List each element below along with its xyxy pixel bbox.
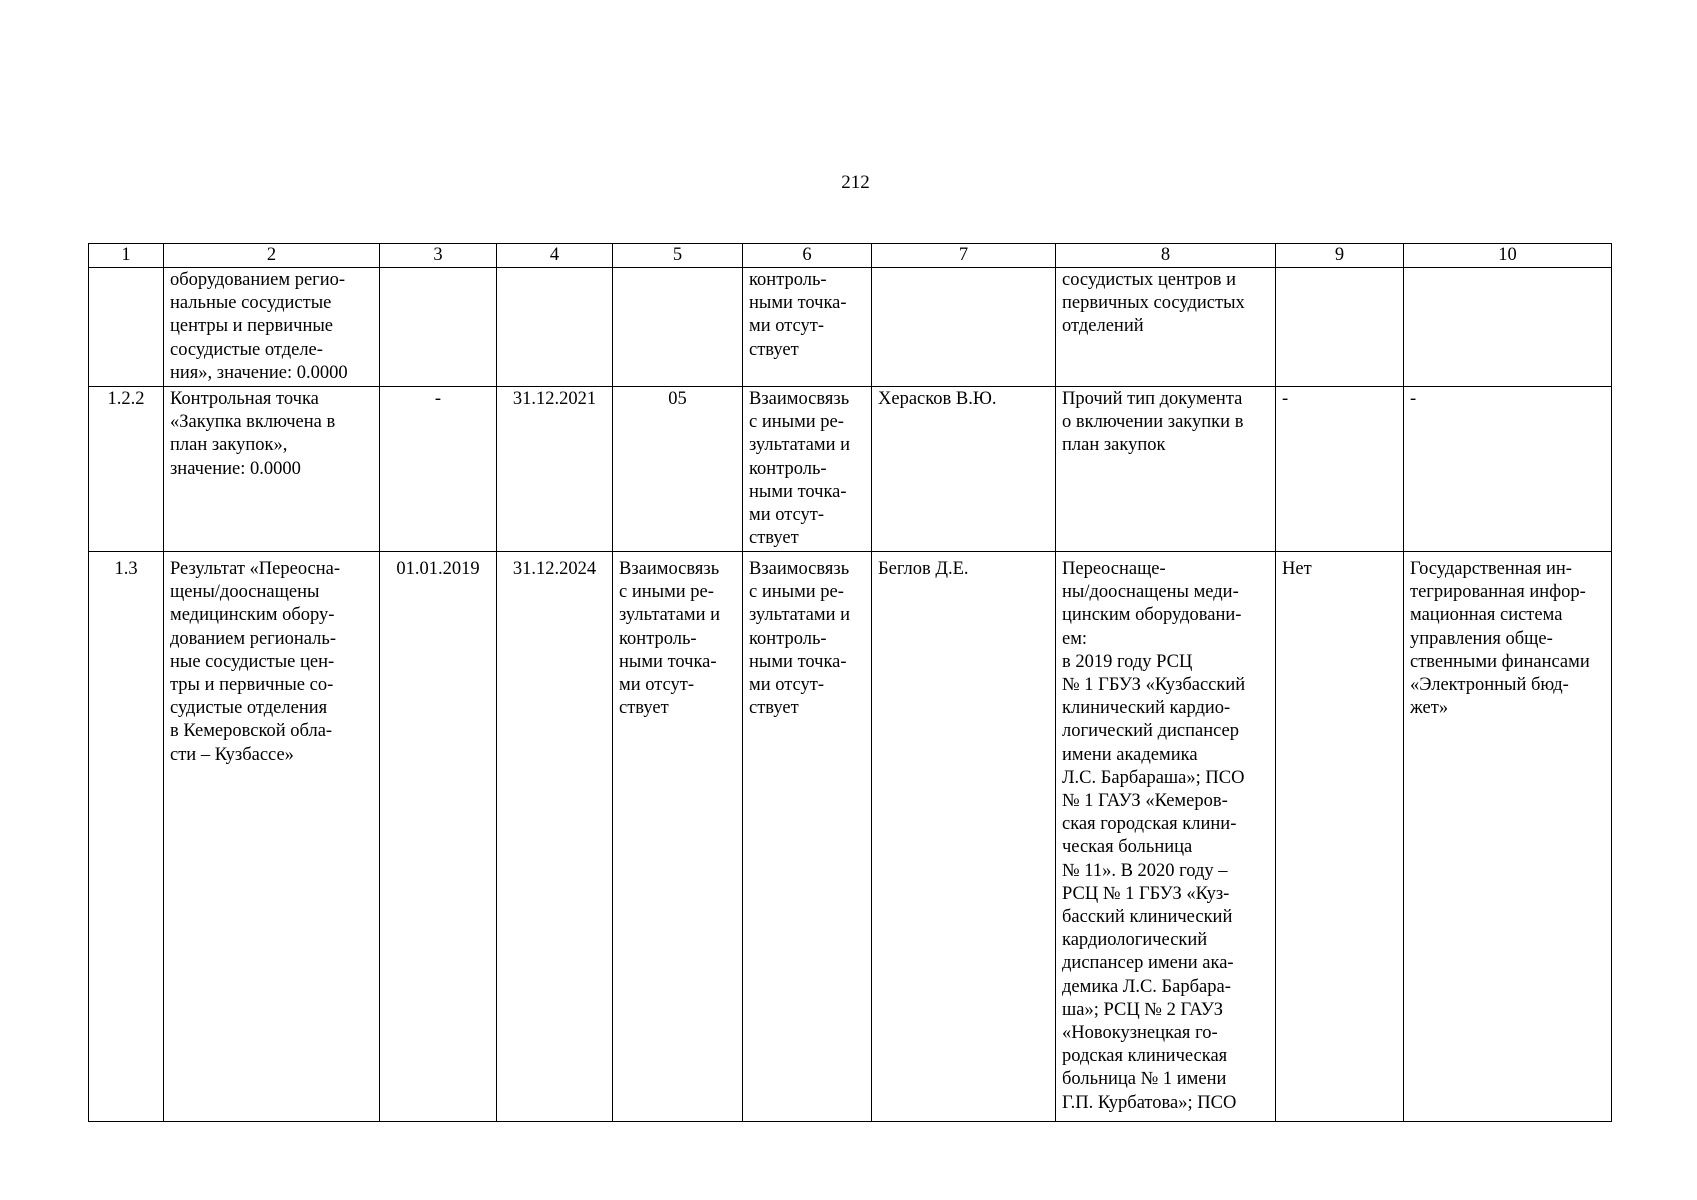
table-row	[89, 552, 1612, 1122]
information-system-cell	[1404, 268, 1612, 387]
column-header: 10	[1404, 244, 1612, 268]
table-row	[89, 387, 1612, 552]
start-date-cell	[380, 268, 497, 387]
row-number-cell: 1.3	[89, 552, 164, 1122]
relation-cell: Взаимосвязь с иными ре- зультатами и контроль- ными точка- ми отсут- ствует	[743, 387, 872, 552]
start-date-cell: 01.01.2019	[380, 552, 497, 1122]
document-type-cell: Переоснаще- ны/дооснащены меди- цинским оборудовани- ем: в 2019 году РСЦ № 1 ГБУЗ «Кузбасский клинический кардио- логический диспансер имени академика Л.С. Барбараша»; ПСО № 1 ГАУЗ «Кемеров- ская городская клини- ческая больница № 11». В 2020 году – РСЦ № 1 ГБУЗ «Куз- басский клинический кардиологический диспансер имени ака- демика Л.С. Барбара- ша»; РСЦ № 2 ГАУЗ «Новокузнецкая го- родская клиническая больница № 1 имени Г.П. Курбатова»; ПСО	[1056, 552, 1276, 1122]
end-date-cell: 31.12.2021	[497, 387, 613, 552]
column-9-cell	[1276, 268, 1404, 387]
information-system-cell: -	[1404, 387, 1612, 552]
end-date-cell: 31.12.2024	[497, 552, 613, 1122]
column-9-cell: Нет	[1276, 552, 1404, 1122]
column-5-cell: Взаимосвязь с иными ре- зультатами и контроль- ными точка- ми отсут- ствует	[613, 552, 743, 1122]
responsible-cell	[872, 268, 1056, 387]
column-header: 7	[872, 244, 1056, 268]
relation-cell: Взаимосвязь с иными ре- зультатами и контроль- ными точка- ми отсут- ствует	[743, 552, 872, 1122]
end-date-cell	[497, 268, 613, 387]
column-5-cell: 05	[613, 387, 743, 552]
column-header: 8	[1056, 244, 1276, 268]
document-type-cell: сосудистых центров и первичных сосудистых отделений	[1056, 268, 1276, 387]
responsible-cell: Херасков В.Ю.	[872, 387, 1056, 552]
name-cell: оборудованием регио- нальные сосудистые центры и первичные сосудистые отделе- ния», значение: 0.0000	[164, 268, 380, 387]
document-table	[88, 243, 1612, 1122]
start-date-cell: -	[380, 387, 497, 552]
name-cell: Результат «Переосна- щены/дооснащены медицинским обору- дованием региональ- ные сосудистые цен- тры и первичные со- судистые отделения в Кемеровской обла- сти – Кузбассе»	[164, 552, 380, 1122]
column-header: 9	[1276, 244, 1404, 268]
information-system-cell: Государственная ин- тегрированная инфор- мационная система управления обще- ственными финансами «Электронный бюд- жет»	[1404, 552, 1612, 1122]
column-header: 1	[89, 244, 164, 268]
column-header: 5	[613, 244, 743, 268]
table-header-row	[89, 244, 1612, 268]
responsible-cell: Беглов Д.Е.	[872, 552, 1056, 1122]
document-type-cell: Прочий тип документа о включении закупки в план закупок	[1056, 387, 1276, 552]
column-header: 4	[497, 244, 613, 268]
page-number: 212	[841, 172, 870, 193]
row-number-cell	[89, 268, 164, 387]
column-5-cell	[613, 268, 743, 387]
relation-cell: контроль- ными точка- ми отсут- ствует	[743, 268, 872, 387]
column-9-cell: -	[1276, 387, 1404, 552]
column-header: 3	[380, 244, 497, 268]
table-row	[89, 268, 1612, 387]
column-header: 2	[164, 244, 380, 268]
column-header: 6	[743, 244, 872, 268]
row-number-cell: 1.2.2	[89, 387, 164, 552]
name-cell: Контрольная точка «Закупка включена в план закупок», значение: 0.0000	[164, 387, 380, 552]
